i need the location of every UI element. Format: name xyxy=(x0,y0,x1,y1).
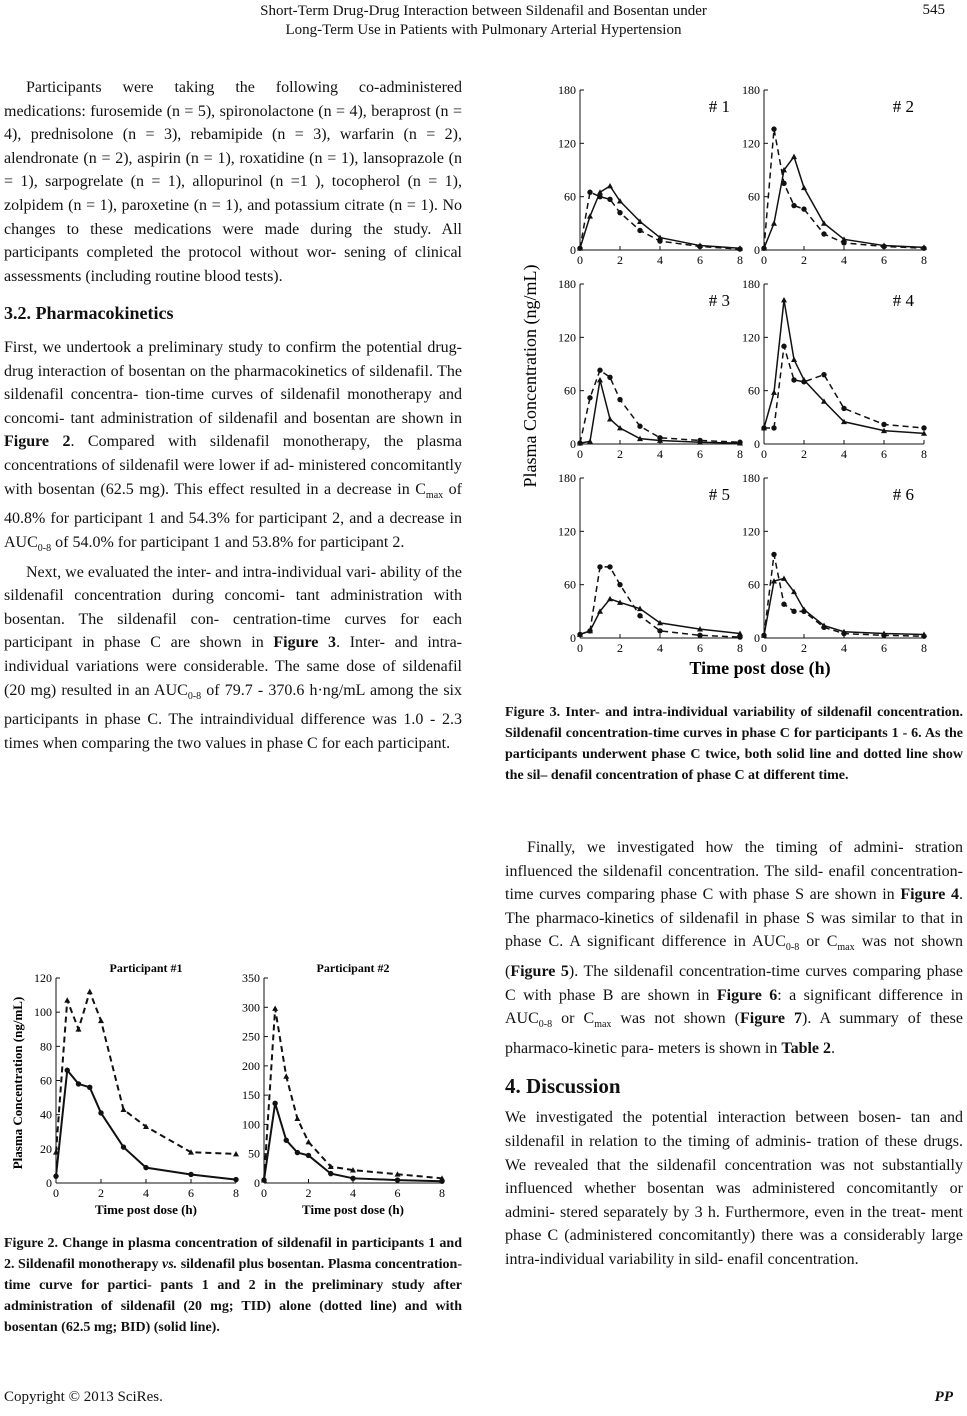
data-point xyxy=(87,1085,92,1090)
x-tick-label: 0 xyxy=(53,1186,59,1200)
figure6-ref: Figure 6 xyxy=(716,986,778,1004)
data-point xyxy=(98,1110,103,1115)
figure-2 xyxy=(8,948,458,1220)
y-tick-label: 180 xyxy=(558,83,576,97)
y-tick-label: 50 xyxy=(248,1146,260,1161)
y-tick-label: 150 xyxy=(242,1088,260,1103)
x-tick-label: 6 xyxy=(881,641,887,655)
data-point xyxy=(233,1151,239,1156)
figure5-ref: Figure 5 xyxy=(510,963,569,981)
data-point xyxy=(921,246,926,251)
data-point xyxy=(607,197,612,202)
data-point xyxy=(607,564,612,569)
x-tick-label: 8 xyxy=(921,641,927,655)
section-heading-pharmacokinetics: 3.2. Pharmacokinetics xyxy=(4,303,174,324)
data-point xyxy=(577,632,582,637)
x-tick-label: 4 xyxy=(350,1186,356,1200)
data-point xyxy=(771,220,777,225)
data-point xyxy=(76,1026,82,1031)
x-tick-label: 4 xyxy=(657,641,663,655)
chart-participant-5 xyxy=(558,471,743,655)
data-point xyxy=(283,1073,289,1078)
y-tick-label: 120 xyxy=(742,136,760,151)
data-point xyxy=(801,206,806,211)
data-point xyxy=(881,633,886,638)
data-point xyxy=(272,1101,277,1106)
paragraph-variability: Next, we evaluated the inter- and intra-individual vari- ability of the sildenafil concentration during concomi- tant administration with bosentan. The sildenafil con- centration-time curves for each participant in phase C are shown in Figure 3. Inter- and intra-individual variations were considerable. The same dose of sildenafil (20 mg) resulted in an $AUC_{0-8}$ of 79.7 - 370.6 h·ng/mL among the six participants in phase C. The intraindividual difference was 1.0 - 2.3 times when comparing the two values in phase C for each participant. xyxy=(4,563,463,752)
footer-copyright: Copyright © 2013 SciRes. xyxy=(4,1389,163,1405)
y-tick-label: 80 xyxy=(40,1039,52,1054)
data-point xyxy=(143,1165,148,1170)
data-point xyxy=(771,126,776,131)
data-point xyxy=(921,425,926,430)
data-point xyxy=(121,1107,127,1112)
y-tick-label: 60 xyxy=(564,577,576,592)
figure-3 xyxy=(520,76,950,682)
data-point xyxy=(781,344,786,349)
data-point xyxy=(65,1068,70,1073)
data-point xyxy=(781,297,787,302)
data-point xyxy=(801,609,806,614)
y-tick-label: 60 xyxy=(564,383,576,398)
data-point xyxy=(53,1173,58,1178)
x-tick-label: 6 xyxy=(697,253,703,267)
y-tick-label: 350 xyxy=(242,971,260,985)
data-point xyxy=(737,440,742,445)
y-tick-label: 120 xyxy=(742,524,760,539)
y-tick-label: 0 xyxy=(570,631,576,645)
series-line-0 xyxy=(56,992,236,1154)
series-line-1 xyxy=(764,346,924,428)
x-tick-label: 0 xyxy=(761,447,767,461)
y-tick-label: 60 xyxy=(748,383,760,398)
x-tick-label: 4 xyxy=(657,447,663,461)
x-tick-label: 4 xyxy=(841,253,847,267)
series-line-0 xyxy=(580,380,740,443)
chart-participant2 xyxy=(242,961,445,1200)
data-point xyxy=(306,1139,312,1144)
y-tick-label: 0 xyxy=(754,437,760,451)
figure4-ref: Figure 4 xyxy=(900,886,960,904)
data-point xyxy=(617,210,622,215)
paragraph-preliminary: First, we undertook a preliminary study to confirm the potential drug-drug interaction of bosentan on the pharmacokinetics of sildenafil. The sildenafil concentra- tion-time curves of sildenafil monotherapy and concomi- tant administration of sildenafil and bosentan are shown in Figure 2. Compared with sildenafil monotherapy, the plasma concentrations of sildenafil were lower if ad- ministered concomitantly with bosentan (62.5 mg). This effect resulted in a decrease in $C_{max}$ of 40.8% for participant 1 and 54.3% for participant 2, and a decrease in $AUC_{0-8}$ of 54.0% for participant 1 and 53.8% for participant 2. xyxy=(4,338,463,555)
series-line-1 xyxy=(764,554,924,636)
chart-participant-1 xyxy=(558,83,743,267)
data-point xyxy=(761,633,766,638)
x-tick-label: 4 xyxy=(657,253,663,267)
data-point xyxy=(761,246,766,251)
y-tick-label: 60 xyxy=(748,189,760,204)
series-line-0 xyxy=(764,578,924,635)
chart-title: # 5 xyxy=(708,485,730,504)
data-point xyxy=(821,220,827,225)
x-tick-label: 8 xyxy=(439,1186,445,1200)
chart-participant-6 xyxy=(742,471,927,655)
y-tick-label: 0 xyxy=(570,243,576,257)
y-tick-label: 250 xyxy=(242,1029,260,1044)
x-tick-label: 0 xyxy=(577,253,583,267)
data-point xyxy=(791,609,796,614)
y-tick-label: 300 xyxy=(242,1000,260,1015)
chart-participant-4 xyxy=(742,277,927,461)
data-point xyxy=(737,246,742,251)
x-tick-label: 4 xyxy=(841,447,847,461)
data-point xyxy=(188,1172,193,1177)
chart-participant-3 xyxy=(558,277,743,461)
data-point xyxy=(697,438,702,443)
data-point xyxy=(607,596,613,601)
y-tick-label: 180 xyxy=(742,471,760,485)
paragraph-medications: Participants were taking the following co-administered medications: furosemide (n = 5), spironolactone (n = 4), beraprost (n = 4), prednisolone (n = 3), rebamipide (n = 3), warfarin (n = 2), alendronate (n = 2), aspirin (n = 1), roxatidine (n = 1), lansoprazole (n = 1), sarpogrelate (n = 1), allopurinol (n =1 ), tocopherol (n = 1), zolpidem (n = 1), paroxetine (n = 1), and potassium citrate (n = 1). No changes to these medications were made during the study. All participants completed the protocol without wor- sening of clinical assessments (including routine blood tests). xyxy=(4,79,462,285)
data-point xyxy=(597,564,602,569)
data-point xyxy=(881,244,886,249)
data-point xyxy=(295,1150,300,1155)
data-point xyxy=(781,575,787,580)
y-tick-label: 100 xyxy=(242,1117,260,1132)
x-tick-label: 8 xyxy=(233,1186,239,1200)
data-point xyxy=(617,582,622,587)
y-tick-label: 60 xyxy=(748,577,760,592)
series-line-0 xyxy=(764,157,924,249)
data-point xyxy=(121,1144,126,1149)
y-tick-label: 0 xyxy=(46,1176,52,1190)
y-tick-label: 120 xyxy=(742,330,760,345)
data-point xyxy=(637,424,642,429)
figure3-caption: Figure 3. Inter- and intra-individual variability of sildenafil concentration. Sildenafil concentration-time curves in phase C for participants 1 - 6. As the participants underwent phase C twice, both solid line and dotted line show the sil– denafil concentration of phase C at different time. xyxy=(505,705,963,783)
fig2-xlabel-1: Time post dose (h) xyxy=(95,1202,197,1217)
data-point xyxy=(607,183,613,188)
series-line-1 xyxy=(580,567,740,637)
right-column xyxy=(505,836,963,1271)
x-tick-label: 8 xyxy=(921,253,927,267)
chart-title: # 6 xyxy=(892,485,914,504)
header-title-line2: Long-Term Use in Patients with Pulmonary Arterial Hypertension xyxy=(285,22,682,38)
data-point xyxy=(637,228,642,233)
chart-title: # 3 xyxy=(708,291,730,310)
data-point xyxy=(737,634,742,639)
data-point xyxy=(284,1138,289,1143)
x-tick-label: 6 xyxy=(697,641,703,655)
x-tick-label: 6 xyxy=(394,1186,401,1200)
data-point xyxy=(781,181,786,186)
x-tick-label: 0 xyxy=(261,1186,267,1200)
y-tick-label: 0 xyxy=(754,243,760,257)
y-tick-label: 200 xyxy=(242,1058,260,1073)
data-point xyxy=(841,631,846,636)
data-point xyxy=(657,238,662,243)
data-point xyxy=(697,244,702,249)
series-line-1 xyxy=(580,370,740,443)
y-tick-label: 120 xyxy=(558,524,576,539)
left-column xyxy=(4,76,462,756)
figure2-caption: Figure 2. Change in plasma concentration of sildenafil in participants 1 and 2. Sildenafil monotherapy vs. sildenafil plus bosentan. Plasma concentration-time curve for partici- pants 1 and 2 in the preliminary study after administration of sildenafil (20 mg; TID) alone (dotted line) and with bosentan (62.5 mg; BID) (solid line). xyxy=(4,1236,462,1335)
data-point xyxy=(76,1081,81,1086)
fig2-ylabel: Plasma Concentration (ng/mL) xyxy=(10,996,25,1170)
fig3-ylabel: Plasma Concentration (ng/mL) xyxy=(520,264,540,488)
x-tick-label: 2 xyxy=(801,641,807,655)
data-point xyxy=(597,377,603,382)
data-point xyxy=(791,154,797,159)
x-tick-label: 2 xyxy=(801,253,807,267)
data-point xyxy=(64,997,70,1002)
data-point xyxy=(657,628,662,633)
x-tick-label: 0 xyxy=(577,641,583,655)
data-point xyxy=(841,406,846,411)
y-tick-label: 100 xyxy=(34,1005,52,1020)
data-point xyxy=(587,628,592,633)
data-point xyxy=(781,602,786,607)
series-line-0 xyxy=(264,1008,442,1180)
x-tick-label: 6 xyxy=(188,1186,194,1200)
data-point xyxy=(617,397,622,402)
data-point xyxy=(587,395,592,400)
data-point xyxy=(637,613,642,618)
chart-participant-2 xyxy=(742,83,927,267)
x-tick-label: 2 xyxy=(801,447,807,461)
data-point xyxy=(771,552,776,557)
data-point xyxy=(233,1177,238,1182)
data-point xyxy=(801,379,806,384)
x-tick-label: 2 xyxy=(617,641,623,655)
data-point xyxy=(791,377,796,382)
data-point xyxy=(439,1179,444,1184)
data-point xyxy=(841,240,846,245)
paragraph-discussion: We investigated the potential interaction between bosen- tan and sildenafil in relation to the timing of adminis- tration of these drugs. We revealed that the sildenafil concentration was not substantially influenced whether bosentan was administered concomitantly or admini- stered separately by 3 h. Furthermore, even in the treat- ment phase C (administered concomitantly) there was a considerably large intra-individual variability in sild- enafil concentration. xyxy=(505,1109,963,1268)
y-tick-label: 120 xyxy=(34,971,52,985)
y-tick-label: 180 xyxy=(742,277,760,291)
data-point xyxy=(577,246,582,251)
series-line-1 xyxy=(764,129,924,248)
fig3-xlabel: Time post dose (h) xyxy=(689,658,831,678)
data-point xyxy=(761,425,766,430)
data-point xyxy=(395,1177,400,1182)
y-tick-label: 40 xyxy=(40,1107,52,1122)
x-tick-label: 4 xyxy=(143,1186,149,1200)
y-tick-label: 180 xyxy=(558,277,576,291)
data-point xyxy=(597,194,602,199)
chart-title: # 2 xyxy=(892,97,914,116)
data-point xyxy=(697,633,702,638)
header-title-line1: Short-Term Drug-Drug Interaction between Sildenafil and Bosentan under xyxy=(260,3,707,19)
chart-title: # 4 xyxy=(892,291,914,310)
x-tick-label: 0 xyxy=(577,447,583,461)
x-tick-label: 8 xyxy=(737,641,743,655)
data-point xyxy=(261,1177,266,1182)
data-point xyxy=(98,1018,104,1023)
y-tick-label: 60 xyxy=(40,1073,52,1088)
x-tick-label: 0 xyxy=(761,253,767,267)
data-point xyxy=(272,1005,278,1010)
data-point xyxy=(657,435,662,440)
y-tick-label: 120 xyxy=(558,136,576,151)
x-tick-label: 2 xyxy=(305,1186,312,1200)
y-tick-label: 0 xyxy=(570,437,576,451)
data-point xyxy=(350,1176,355,1181)
x-tick-label: 0 xyxy=(761,641,767,655)
data-point xyxy=(791,357,797,362)
data-point xyxy=(791,203,796,208)
x-tick-label: 2 xyxy=(617,253,623,267)
data-point xyxy=(881,422,886,427)
data-point xyxy=(294,1116,300,1121)
x-tick-label: 4 xyxy=(841,641,847,655)
x-tick-label: 2 xyxy=(617,447,623,461)
data-point xyxy=(771,389,777,394)
figure7-ref: Figure 7 xyxy=(739,1010,803,1028)
y-tick-label: 180 xyxy=(558,471,576,485)
x-tick-label: 6 xyxy=(881,447,887,461)
data-point xyxy=(87,989,93,994)
y-tick-label: 0 xyxy=(754,631,760,645)
data-point xyxy=(821,231,826,236)
page-number: 545 xyxy=(922,2,945,18)
x-tick-label: 8 xyxy=(737,253,743,267)
x-tick-label: 2 xyxy=(98,1186,104,1200)
data-point xyxy=(921,634,926,639)
running-header xyxy=(0,2,967,40)
chart-title: # 1 xyxy=(708,97,730,116)
data-point xyxy=(597,189,603,194)
data-point xyxy=(587,190,592,195)
x-tick-label: 6 xyxy=(881,253,887,267)
x-tick-label: 8 xyxy=(737,447,743,461)
data-point xyxy=(771,425,776,430)
x-tick-label: 6 xyxy=(697,447,703,461)
y-tick-label: 20 xyxy=(40,1141,52,1156)
data-point xyxy=(607,375,612,380)
data-point xyxy=(821,625,826,630)
data-point xyxy=(821,372,826,377)
data-point xyxy=(587,213,593,218)
chart-title: Participant #2 xyxy=(316,961,390,975)
series-line-0 xyxy=(764,300,924,433)
figure2-ref: Figure 2 xyxy=(4,433,71,451)
y-tick-label: 180 xyxy=(742,83,760,97)
y-tick-label: 0 xyxy=(254,1176,260,1190)
y-tick-label: 60 xyxy=(564,189,576,204)
data-point xyxy=(607,416,613,421)
data-point xyxy=(801,185,807,190)
data-point xyxy=(328,1171,333,1176)
x-tick-label: 8 xyxy=(921,447,927,461)
chart-participant1 xyxy=(34,961,239,1200)
y-tick-label: 120 xyxy=(558,330,576,345)
paragraph-timing: Finally, we investigated how the timing of admini- stration influenced the sildenafil concentration. The sild- enafil concentration-time curves comparing phase C with phase S are shown in Figure 4. The pharmaco-kinetics of sildenafil in phase S was similar to that in phase C. A significant difference in $AUC_{0-8}$ or $C_{max}$ was not shown (Figure 5). The sildenafil concentration-time curves comparing phase C with phase B are shown in Figure 6: a significant difference in $AUC_{0-8}$ or $C_{max}$ was not shown (Figure 7). A summary of these pharmaco-kinetic para- meters is shown in Table 2. xyxy=(505,839,964,1058)
fig2-xlabel-2: Time post dose (h) xyxy=(302,1202,404,1217)
table2-ref: Table 2 xyxy=(781,1040,832,1058)
figure3-ref: Figure 3 xyxy=(273,634,337,652)
data-point xyxy=(306,1153,311,1158)
data-point xyxy=(597,368,602,373)
section-heading-discussion: 4. Discussion xyxy=(505,1073,621,1098)
chart-title: Participant #1 xyxy=(109,961,183,975)
data-point xyxy=(577,440,582,445)
footer-journal: PP xyxy=(934,1389,953,1405)
